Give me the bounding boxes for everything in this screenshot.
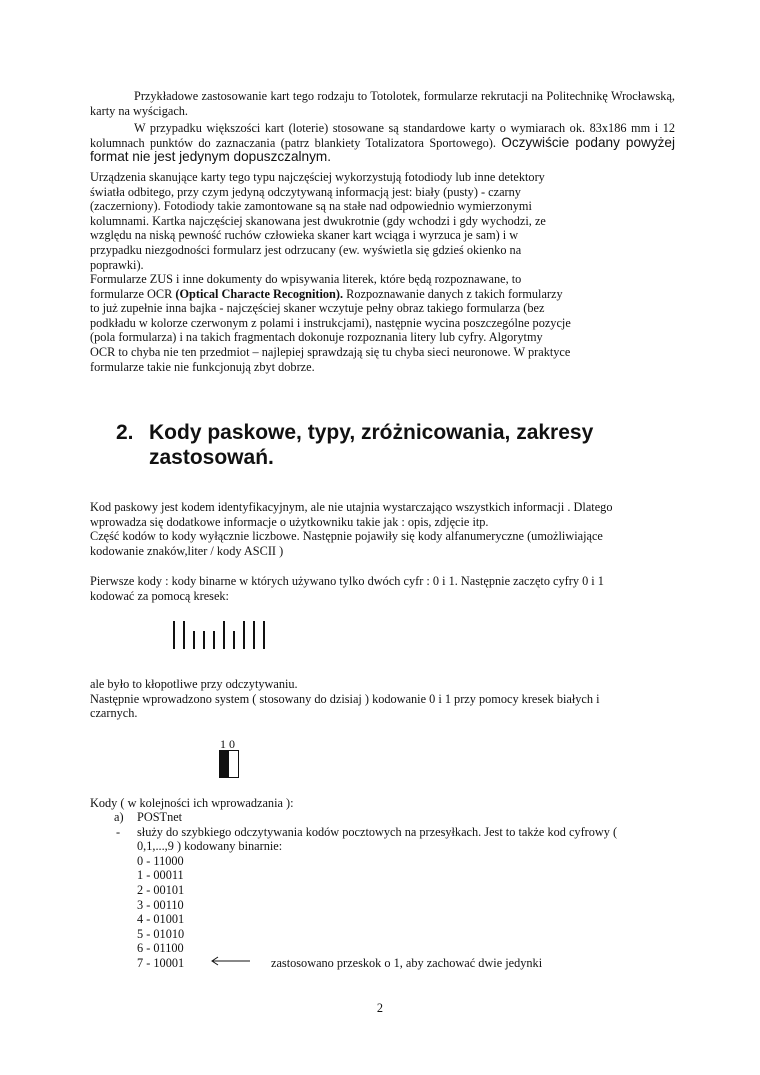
text-line: względu na niską pewność ruchów człowieka skaner kart wciąga i wyrzuca je sam) i w xyxy=(90,228,519,243)
black-white-figure xyxy=(219,750,239,778)
paragraph-examples: Przykładowe zastosowanie kart tego rodzaju to Totolotek, formularze rekrutacji na Politechnikę Wrocławską, karty na wyścigach. xyxy=(90,89,675,118)
text-line: wprowadza się dodatkowe informacje o użytkowniku takie jak : opis, zdjęcie itp. xyxy=(90,514,489,529)
heading-line-1: Kody paskowe, typy, zróżnicowania, zakresy xyxy=(149,421,594,444)
text-line: (pola formularza) i na takich fragmentach dokonuje rozpoznania litery lub cyfry. Algorytmy xyxy=(90,330,543,345)
paragraph-card-dimensions xyxy=(90,121,675,165)
text-line: poprawki). xyxy=(90,257,144,272)
text-line: czarnych. xyxy=(90,706,138,721)
code-entry: 5 - 01010 xyxy=(137,927,185,941)
text-line: to już zupełnie inna bajka - najczęściej skaner wczytuje pełny obraz takiego formularza (bez xyxy=(90,301,545,316)
binary-bars-figure xyxy=(172,620,272,650)
text-line: kolumnami. Kartka najczęściej skanowana jest dwukrotnie (gdy wchodzi i gdy wychodzi, ze xyxy=(90,213,546,228)
heading-line-2: zastosowań. xyxy=(149,446,274,469)
text-line: przypadku niezgodności formularz jest odrzucany (ew. wyświetla się gdzieś okienko na xyxy=(90,242,522,257)
text-line: Pierwsze kody : kody binarne w których używano tylko dwóch cyfr : 0 i 1. Następnie zaczęto cyfry 0 i 1 xyxy=(90,574,604,588)
list-item-postnet: POSTnet xyxy=(137,810,183,824)
text-line: (zaczerniony). Fotodiody takie zamontowane są na stałe nad odpowiednio wymierzonymi xyxy=(90,199,532,214)
paragraph-ocr xyxy=(90,272,675,374)
postnet-description-2: 0,1,...,9 ) kodowany binarnie: xyxy=(137,839,283,853)
black-bar xyxy=(220,751,229,777)
text-line: Część kodów to kody wyłącznie liczbowe. Następnie pojawiły się kody alfanumeryczne (umożliwiające xyxy=(90,529,603,544)
heading-number: 2. xyxy=(116,421,134,444)
code-entry: 1 - 00011 xyxy=(137,868,184,882)
text-line: OCR to chyba nie ten przedmiot – najlepiej sprawdzają się tu chyba sieci neuronowe. W praktyce xyxy=(90,344,571,359)
left-arrow-icon xyxy=(210,956,252,966)
code-entry: 7 - 10001 xyxy=(137,956,185,970)
paragraph-first-codes xyxy=(90,574,690,603)
code-entry: 3 - 00110 xyxy=(137,898,184,912)
postnet-description-1: służy do szybkiego odczytywania kodów pocztowych na przesyłkach. Jest to także kod cyfrowy ( xyxy=(137,825,618,839)
list-dash: - xyxy=(116,825,121,839)
paragraph-scanners xyxy=(90,170,675,272)
code-entry: 2 - 00101 xyxy=(137,883,185,897)
text-line xyxy=(90,287,675,302)
text-line: formularze takie nie funkcjonują zbyt dobrze. xyxy=(90,359,315,374)
paragraph-black-white xyxy=(90,677,690,721)
page-number: 2 xyxy=(376,1001,384,1015)
card-dimensions-text: W przypadku większości kart (loterie) stosowane są standardowe karty o wymiarach ok. 83x186 mm i 12 kolumnach punktów do zaznaczania (patrz blankiety Totalizatora Sportowego). xyxy=(90,121,675,150)
text-line: podkładu w kolorze czerwonym z polami i instrukcjami), następnie wycina poszczególne pozycje xyxy=(90,315,571,330)
text-line: Kod paskowy jest kodem identyfikacyjnym, ale nie utajnia wystarczająco wszystkich informacji . Dlatego xyxy=(90,500,613,514)
ocr-pre-text: formularze OCR xyxy=(90,286,176,301)
codes-intro: Kody ( w kolejności ich wprowadzania ): xyxy=(90,796,294,810)
text-line: światła odbitego, przy czym jedyną odczytywaną informacją jest: biały (pusty) - czarny xyxy=(90,184,521,199)
list-marker-a: a) xyxy=(114,810,124,824)
text-line: Urządzenia skanujące karty tego typu najczęściej wykorzystują fotodiody lub inne detektory xyxy=(90,170,545,184)
skip-note: zastosowano przeskok o 1, aby zachować dwie jedynki xyxy=(271,956,543,970)
text-line: kodować za pomocą kresek: xyxy=(90,588,229,603)
text-line: ale było to kłopotliwe przy odczytywaniu. xyxy=(90,677,298,691)
black-white-label: 1 0 xyxy=(220,737,235,751)
white-bar xyxy=(229,751,238,777)
section-heading xyxy=(116,420,636,470)
text-line: Formularze ZUS i inne dokumenty do wpisywania literek, które będą rozpoznawane, to xyxy=(90,272,522,286)
ocr-post-text: Rozpoznawanie danych z takich formularzy xyxy=(343,286,563,301)
code-entry: 0 - 11000 xyxy=(137,854,184,868)
code-entry: 6 - 01100 xyxy=(137,941,184,955)
text-line: Następnie wprowadzono system ( stosowany do dzisiaj ) kodowanie 0 i 1 przy pomocy kresek białych i xyxy=(90,691,600,706)
code-entry: 4 - 01001 xyxy=(137,912,185,926)
paragraph-barcode-intro xyxy=(90,500,690,558)
format-note-text: Oczywiście podany powyżej format nie jest jedynym dopuszczalnym. xyxy=(90,134,675,165)
text-line: kodowanie znaków,liter / kody ASCII ) xyxy=(90,543,284,558)
ocr-bold-term: (Optical Characte Recognition). xyxy=(175,286,344,301)
